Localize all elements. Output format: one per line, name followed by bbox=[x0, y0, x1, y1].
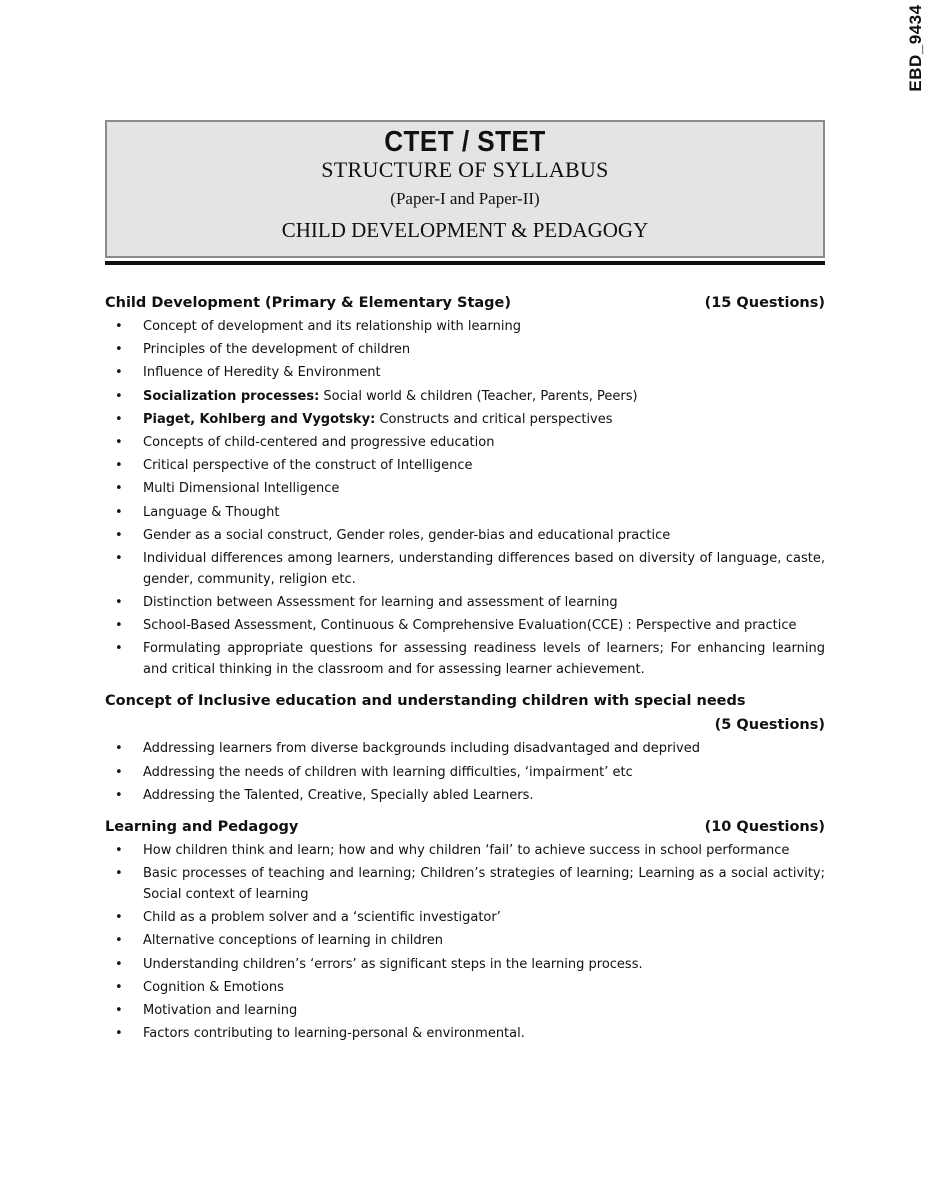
syllabus-section bbox=[105, 292, 825, 680]
list-item bbox=[105, 455, 825, 476]
syllabus-section bbox=[105, 690, 825, 805]
bullet-icon: • bbox=[115, 595, 123, 611]
list-item bbox=[105, 762, 825, 783]
bullet-icon: • bbox=[115, 842, 123, 858]
section-header bbox=[105, 816, 825, 838]
item-bold-label: Piaget, Kohlberg and Vygotsky: bbox=[143, 411, 376, 427]
title-box bbox=[105, 120, 825, 258]
item-text: How children think and learn; how and why children ‘fail’ to achieve success in school performance bbox=[143, 842, 790, 858]
list-item bbox=[105, 409, 825, 430]
section-heading: Learning and Pedagogy bbox=[105, 818, 299, 835]
item-text: Language & Thought bbox=[143, 504, 280, 520]
document-code bbox=[904, 2, 928, 94]
item-text: Multi Dimensional Intelligence bbox=[143, 481, 340, 497]
list-item bbox=[105, 638, 825, 680]
bullet-icon: • bbox=[115, 787, 123, 803]
divider-rule bbox=[105, 261, 825, 265]
list-item bbox=[105, 432, 825, 453]
list-item bbox=[105, 548, 825, 590]
item-text: Addressing learners from diverse backgrounds including disadvantaged and deprived bbox=[143, 741, 700, 757]
item-text: Influence of Heredity & Environment bbox=[143, 365, 381, 381]
bullet-icon: • bbox=[115, 910, 123, 926]
bullet-icon: • bbox=[115, 979, 123, 995]
question-count: (5 Questions) bbox=[714, 717, 825, 734]
item-text: Concepts of child-centered and progressive education bbox=[143, 434, 495, 450]
list-item bbox=[105, 954, 825, 975]
item-text: Distinction between Assessment for learning and assessment of learning bbox=[143, 595, 618, 611]
item-text: Formulating appropriate questions for assessing readiness levels of learners; For enhancing learning and critical thinking in the classroom and for assessing learner achievement. bbox=[143, 641, 825, 678]
list-item bbox=[105, 1000, 825, 1021]
bullet-icon: • bbox=[115, 388, 123, 404]
list-item bbox=[105, 738, 825, 759]
bullet-icon: • bbox=[115, 527, 123, 543]
bullet-icon: • bbox=[115, 481, 123, 497]
topic-list bbox=[105, 840, 825, 1044]
item-text: Alternative conceptions of learning in children bbox=[143, 933, 443, 949]
topic-list bbox=[105, 316, 825, 680]
item-text: Understanding children’s ‘errors’ as significant steps in the learning process. bbox=[143, 956, 643, 972]
section-header bbox=[105, 292, 825, 314]
list-item bbox=[105, 525, 825, 546]
item-text: Constructs and critical perspectives bbox=[375, 411, 613, 427]
item-text: Motivation and learning bbox=[143, 1002, 298, 1018]
section-header bbox=[105, 690, 825, 712]
syllabus-section bbox=[105, 816, 825, 1044]
item-text: Concept of development and its relationship with learning bbox=[143, 319, 521, 334]
topic-list bbox=[105, 738, 825, 805]
bullet-icon: • bbox=[115, 434, 123, 450]
item-text: Cognition & Emotions bbox=[143, 979, 284, 995]
item-text: Factors contributing to learning-personal & environmental. bbox=[143, 1026, 525, 1042]
bullet-icon: • bbox=[115, 866, 123, 881]
bullet-icon: • bbox=[115, 365, 123, 381]
exam-title: CTET / STET bbox=[384, 126, 546, 158]
item-text: Child as a problem solver and a ‘scientific investigator’ bbox=[143, 910, 501, 926]
item-text: Basic processes of teaching and learning; Children’s strategies of learning; Learning as a social activity; Social context of learning bbox=[143, 866, 825, 902]
list-item bbox=[105, 316, 825, 337]
section-heading: Concept of Inclusive education and understanding children with special needs bbox=[105, 693, 746, 710]
bullet-icon: • bbox=[115, 641, 123, 657]
list-item bbox=[105, 502, 825, 523]
bullet-icon: • bbox=[115, 411, 123, 427]
bullet-icon: • bbox=[115, 504, 123, 520]
list-item bbox=[105, 339, 825, 360]
item-text: School-Based Assessment, Continuous & Comprehensive Evaluation(CCE) : Perspective and practice bbox=[143, 618, 797, 634]
document-code-text: EBD_9434 bbox=[906, 4, 925, 92]
bullet-icon: • bbox=[115, 342, 123, 358]
syllabus-subtitle: STRUCTURE OF SYLLABUS bbox=[321, 157, 609, 182]
item-text: Addressing the Talented, Creative, Specially abled Learners. bbox=[143, 787, 534, 803]
list-item bbox=[105, 840, 825, 861]
item-bold-label: Socialization processes: bbox=[143, 388, 320, 404]
list-item bbox=[105, 863, 825, 905]
bullet-icon: • bbox=[115, 458, 123, 474]
list-item bbox=[105, 1023, 825, 1044]
list-item bbox=[105, 478, 825, 499]
list-item bbox=[105, 977, 825, 998]
bullet-icon: • bbox=[115, 550, 123, 566]
list-item bbox=[105, 907, 825, 928]
bullet-icon: • bbox=[115, 933, 123, 949]
item-text: Principles of the development of children bbox=[143, 342, 411, 358]
item-text: Critical perspective of the construct of Intelligence bbox=[143, 458, 473, 474]
list-item bbox=[105, 362, 825, 383]
papers-label: (Paper-I and Paper-II) bbox=[390, 189, 540, 208]
list-item bbox=[105, 785, 825, 806]
list-item bbox=[105, 386, 825, 407]
bullet-icon: • bbox=[115, 956, 123, 972]
list-item bbox=[105, 592, 825, 613]
bullet-icon: • bbox=[115, 764, 123, 780]
bullet-icon: • bbox=[115, 1002, 123, 1018]
list-item bbox=[105, 930, 825, 951]
bullet-icon: • bbox=[115, 741, 123, 757]
item-text: Gender as a social construct, Gender roles, gender-bias and educational practice bbox=[143, 527, 671, 543]
syllabus-content bbox=[105, 292, 825, 1054]
item-text: Addressing the needs of children with learning difficulties, ‘impairment’ etc bbox=[143, 764, 633, 780]
item-text: Social world & children (Teacher, Parents, Peers) bbox=[319, 388, 638, 404]
subject-title: CHILD DEVELOPMENT & PEDAGOGY bbox=[281, 218, 649, 242]
list-item bbox=[105, 615, 825, 636]
bullet-icon: • bbox=[115, 319, 123, 334]
bullet-icon: • bbox=[115, 618, 123, 634]
section-heading: Child Development (Primary & Elementary Stage) bbox=[105, 295, 511, 311]
bullet-icon: • bbox=[115, 1026, 123, 1042]
item-text: Individual differences among learners, understanding differences based on diversity of language, caste, gender, community, religion etc. bbox=[143, 550, 825, 587]
question-count: (15 Questions) bbox=[704, 295, 825, 311]
question-count: (10 Questions) bbox=[704, 818, 825, 835]
